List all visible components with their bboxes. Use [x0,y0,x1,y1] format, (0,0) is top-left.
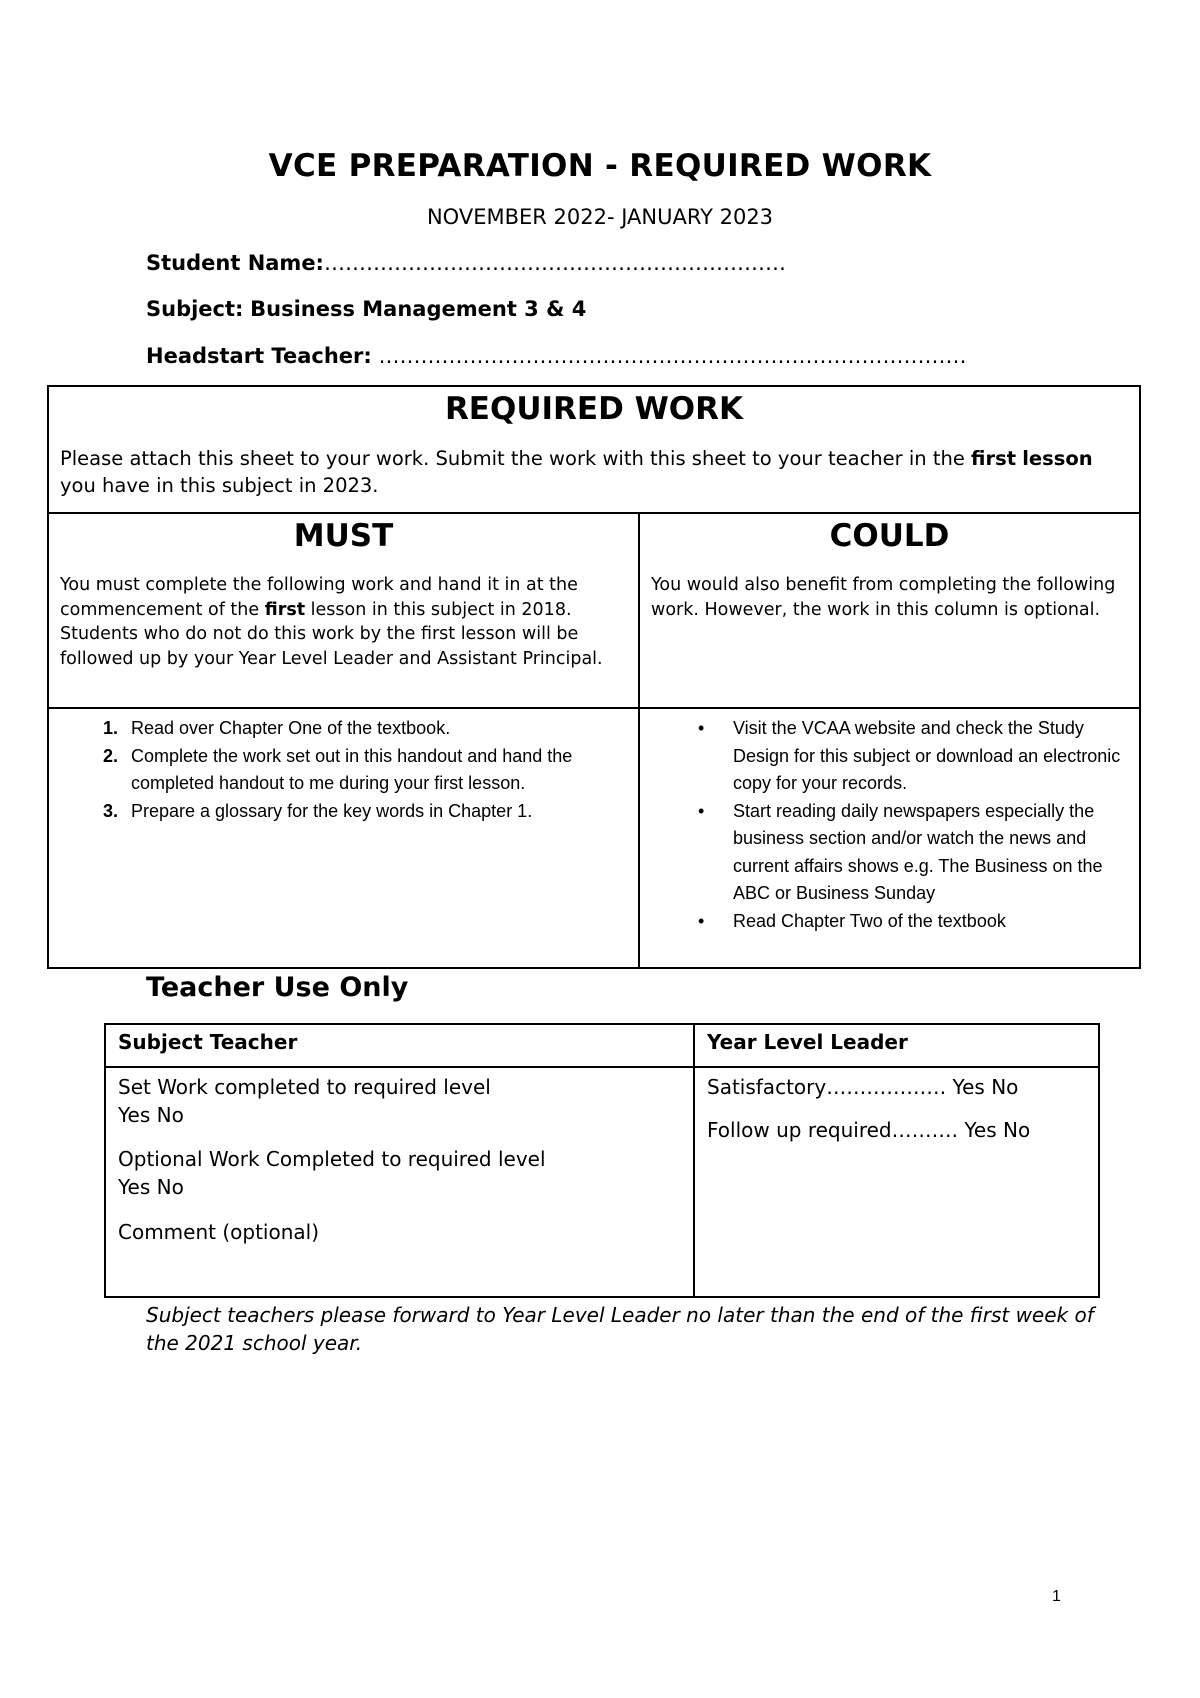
optional-work-options: Yes No [118,1175,184,1199]
headstart-teacher-label: Headstart Teacher: [146,344,372,368]
teacher-use-heading: Teacher Use Only [146,972,409,1003]
list-item: 1. Read over Chapter One of the textbook. [103,718,451,738]
page-title: VCE PREPARATION - REQUIRED WORK [268,148,932,184]
subject-label: Subject: [146,297,244,321]
subject-line [146,297,586,321]
headstart-teacher-blank: ………………………………………………………………………… [371,344,967,368]
header-divider [106,1066,1098,1068]
subject-teacher-header: Subject Teacher [118,1030,298,1054]
set-work-label: Set Work completed to required level [118,1075,491,1099]
teacher-use-table [104,1023,1100,1298]
required-work-table [47,385,1141,969]
headstart-teacher-line [146,344,966,368]
satisfactory-field: Satisfactory……………… Yes No [707,1075,1019,1099]
page-number: 1 [1052,1588,1061,1605]
bullet-icon: • [698,718,705,738]
list-item: 3. Prepare a glossary for the key words in Chapter 1. [103,800,533,821]
could-description: You would also benefit from completing the following work. However, the work in this column is optional. [651,575,1116,620]
could-title: COULD [829,518,950,554]
footer-note: Subject teachers please forward to Year Level Leader no later than the end of the first week of the 2021 school year. [146,1303,1094,1355]
subject-value: Business Management 3 & 4 [250,297,587,321]
must-title: MUST [293,518,394,554]
date-range: NOVEMBER 2022- JANUARY 2023 [426,205,774,229]
list-item: • Visit the VCAA website and check the Study Design for this subject or download an electronic copy for your records. [651,715,1139,798]
year-level-leader-header: Year Level Leader [707,1030,908,1054]
student-name-line [146,251,786,275]
must-task-list [89,715,629,825]
optional-work-label: Optional Work Completed to required level [118,1147,546,1171]
column-divider [638,512,640,967]
list-item: • Start reading daily newspapers especially the business section and/or watch the news and current affairs shows e.g. The Business on the ABC or Business Sunday [651,798,1139,908]
required-work-title: REQUIRED WORK [444,391,744,427]
row-divider [49,707,1139,709]
student-name-blank: ………………………………………………………… [323,251,786,275]
list-item: • Read Chapter Two of the textbook [651,908,1139,936]
bullet-icon: • [698,910,705,931]
required-work-instructions: Please attach this sheet to your work. Submit the work with this sheet to your teacher in the first lesson you have in this subject in 2023. [60,447,1093,497]
student-name-label: Student Name: [146,251,324,275]
list-item: 2. Complete the work set out in this handout and hand the completed handout to me during your first lesson. [103,745,573,793]
required-work-header [49,387,1139,514]
comment-label: Comment (optional) [118,1220,320,1244]
could-task-list [651,715,1139,935]
set-work-options: Yes No [118,1103,184,1127]
follow-up-field: Follow up required………. Yes No [707,1118,1031,1142]
must-description: You must complete the following work and hand it in at the commencement of the first lesson in this subject in 2018. Students who do not do this work by the first lesson will be followed up by your Year Level Leader and Assistant Principal. [60,575,603,669]
bullet-icon: • [698,800,705,821]
